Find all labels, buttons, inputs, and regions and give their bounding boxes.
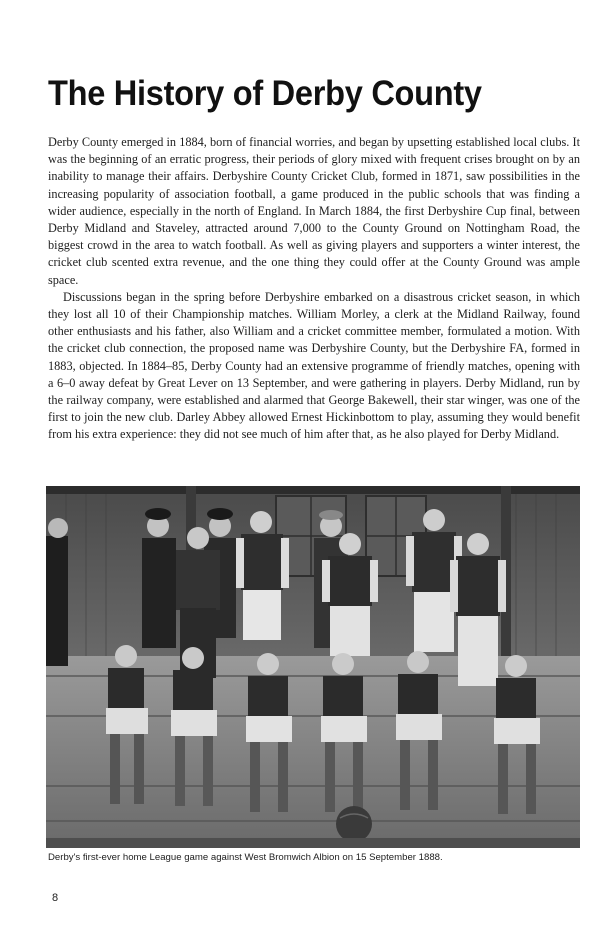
paragraph-1: Derby County emerged in 1884, born of financial worries, and began by upsetting established local clubs. It was the beginning of an erratic progress, their periods of glory mixed with frequent crises brought on by an inability to manage their affairs. Derbyshire County Cricket Club, formed in 1871, saw possibilities in the increasing popularity of association football, a game produced in the public schools that was finding a wider audience, especially in the north of England. In March 1884, the first Derbyshire Cup final, between Derby Midland and Staveley, attracted around 7,000 to the County Ground on Nottingham Road, the biggest crowd in the area to watch football. As well as giving players and supporters a winter interest, the cricket club scented extra revenue, and the one thing they could offer at the County Ground was ample space.	[48, 135, 580, 287]
paragraph-2: Discussions began in the spring before Derbyshire embarked on a disastrous cricket season, in which they lost all 10 of their Championship matches. William Morley, a clerk at the Midland Railway, found other enthusiasts and his father, also William and a cricket committee member, formulated a motion. With the cricket club connection, the proposed name was Derbyshire County, but the Derbyshire FA, formed in 1883, objected. In 1884–85, Derby County had an extensive programme of friendly matches, opening with a 6–0 away defeat by Great Lever on 13 September, and were gathering in players. Derby Midland, run by the railway company, were established and alarmed that George Bakewell, their star winger, was one of the first to join the new club. Darley Abbey allowed Ernest Hickinbottom to play, assuming they would benefit from his extra experience: they did not see much of him after that, as he also played for Derby Midland.	[48, 289, 580, 442]
photo-caption: Derby's first-ever home League game against West Bromwich Albion on 15 September 1888.	[48, 852, 443, 863]
article-body	[48, 134, 580, 444]
team-photo-illustration	[46, 486, 580, 848]
page-number: 8	[52, 892, 59, 904]
team-photograph	[46, 486, 580, 848]
page-title: The History of Derby County	[48, 74, 482, 113]
